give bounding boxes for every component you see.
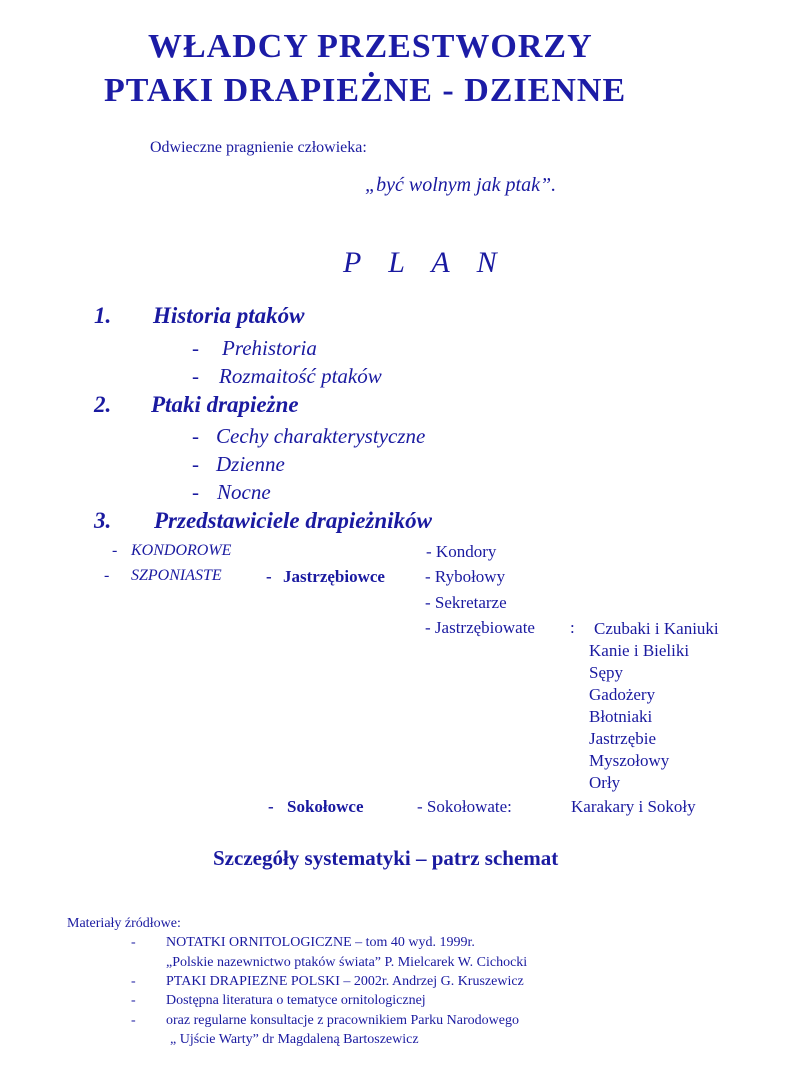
section-2-item-3: Nocne: [217, 480, 271, 504]
dash: -: [104, 567, 110, 584]
member-gadozery: Gadożery: [589, 685, 656, 704]
member-sepy: Sępy: [589, 663, 623, 682]
member-blotniaki: Błotniaki: [589, 707, 653, 726]
dash: -: [131, 974, 136, 989]
section-2-item-1: Cechy charakterystyczne: [216, 424, 426, 448]
section-1-item-1: Prehistoria: [222, 336, 317, 360]
member-orly: Orły: [589, 773, 621, 792]
dash: -: [192, 480, 199, 504]
source-1-subtitle: „Polskie nazewnictwo ptaków świata” P. Mielcarek W. Cichocki: [166, 955, 528, 970]
section-2-number: 2.: [94, 392, 112, 417]
dash: -: [192, 424, 199, 448]
dash: -: [131, 993, 136, 1008]
section-3-title: Przedstawiciele drapieżników: [154, 508, 432, 533]
taxon-sokolowce: Sokołowce: [287, 797, 364, 816]
source-4-continuation: „ Ujście Warty” dr Magdaleną Bartoszewicz: [170, 1032, 419, 1047]
taxon-jastrzebiowce: Jastrzębiowce: [283, 567, 385, 586]
dash: -: [192, 364, 199, 388]
section-1-title: Historia ptaków: [153, 303, 305, 328]
source-1: NOTATKI ORNITOLOGICZNE – tom 40 wyd. 1999r.: [166, 935, 475, 950]
source-2: PTAKI DRAPIEZNE POLSKI – 2002r. Andrzej G. Kruszewicz: [166, 974, 524, 989]
taxon-jastrzebiowate: - Jastrzębiowate: [425, 618, 535, 637]
member-czubaki: Czubaki i Kaniuki: [594, 619, 719, 638]
section-2-title: Ptaki drapieżne: [151, 392, 299, 417]
dash: -: [192, 336, 199, 360]
member-jastrzebie: Jastrzębie: [589, 729, 657, 748]
section-1-number: 1.: [94, 303, 112, 328]
title-line-1: WŁADCY PRZESTWORZY: [148, 28, 593, 65]
intro-text: Odwieczne pragnienie człowieka:: [150, 139, 367, 156]
dash: -: [192, 452, 199, 476]
member-karakary: Karakary i Sokoły: [571, 797, 696, 816]
taxon-rybolowy: - Rybołowy: [425, 567, 506, 586]
dash: -: [131, 935, 136, 950]
source-3: Dostępna literatura o tematyce ornitologicznej: [166, 993, 426, 1008]
section-3-number: 3.: [94, 508, 112, 533]
plan-heading: P L A N: [343, 246, 507, 279]
taxon-kondorowe: KONDOROWE: [131, 542, 232, 559]
section-2-item-2: Dzienne: [216, 452, 285, 476]
member-myszolowy: Myszołowy: [589, 751, 670, 770]
dash: -: [266, 567, 272, 586]
dash: -: [131, 1013, 136, 1028]
member-kanie: Kanie i Bieliki: [589, 641, 690, 660]
taxon-sekretarze: - Sekretarze: [425, 593, 507, 612]
systematics-note: Szczegóły systematyki – patrz schemat: [213, 846, 559, 870]
title-line-2: PTAKI DRAPIEŻNE - DZIENNE: [104, 72, 627, 109]
taxon-sokolowate: - Sokołowate:: [417, 797, 512, 816]
quote-text: „być wolnym jak ptak”.: [365, 174, 557, 196]
taxon-colon: :: [570, 618, 575, 637]
sources-heading: Materiały źródłowe:: [67, 916, 181, 931]
source-4: oraz regularne konsultacje z pracownikiem Parku Narodowego: [166, 1013, 519, 1028]
taxon-kondory: - Kondory: [426, 542, 497, 561]
dash: -: [112, 542, 118, 559]
section-1-item-2: Rozmaitość ptaków: [219, 364, 382, 388]
taxon-szponiaste: SZPONIASTE: [131, 567, 222, 584]
dash: -: [268, 797, 274, 816]
